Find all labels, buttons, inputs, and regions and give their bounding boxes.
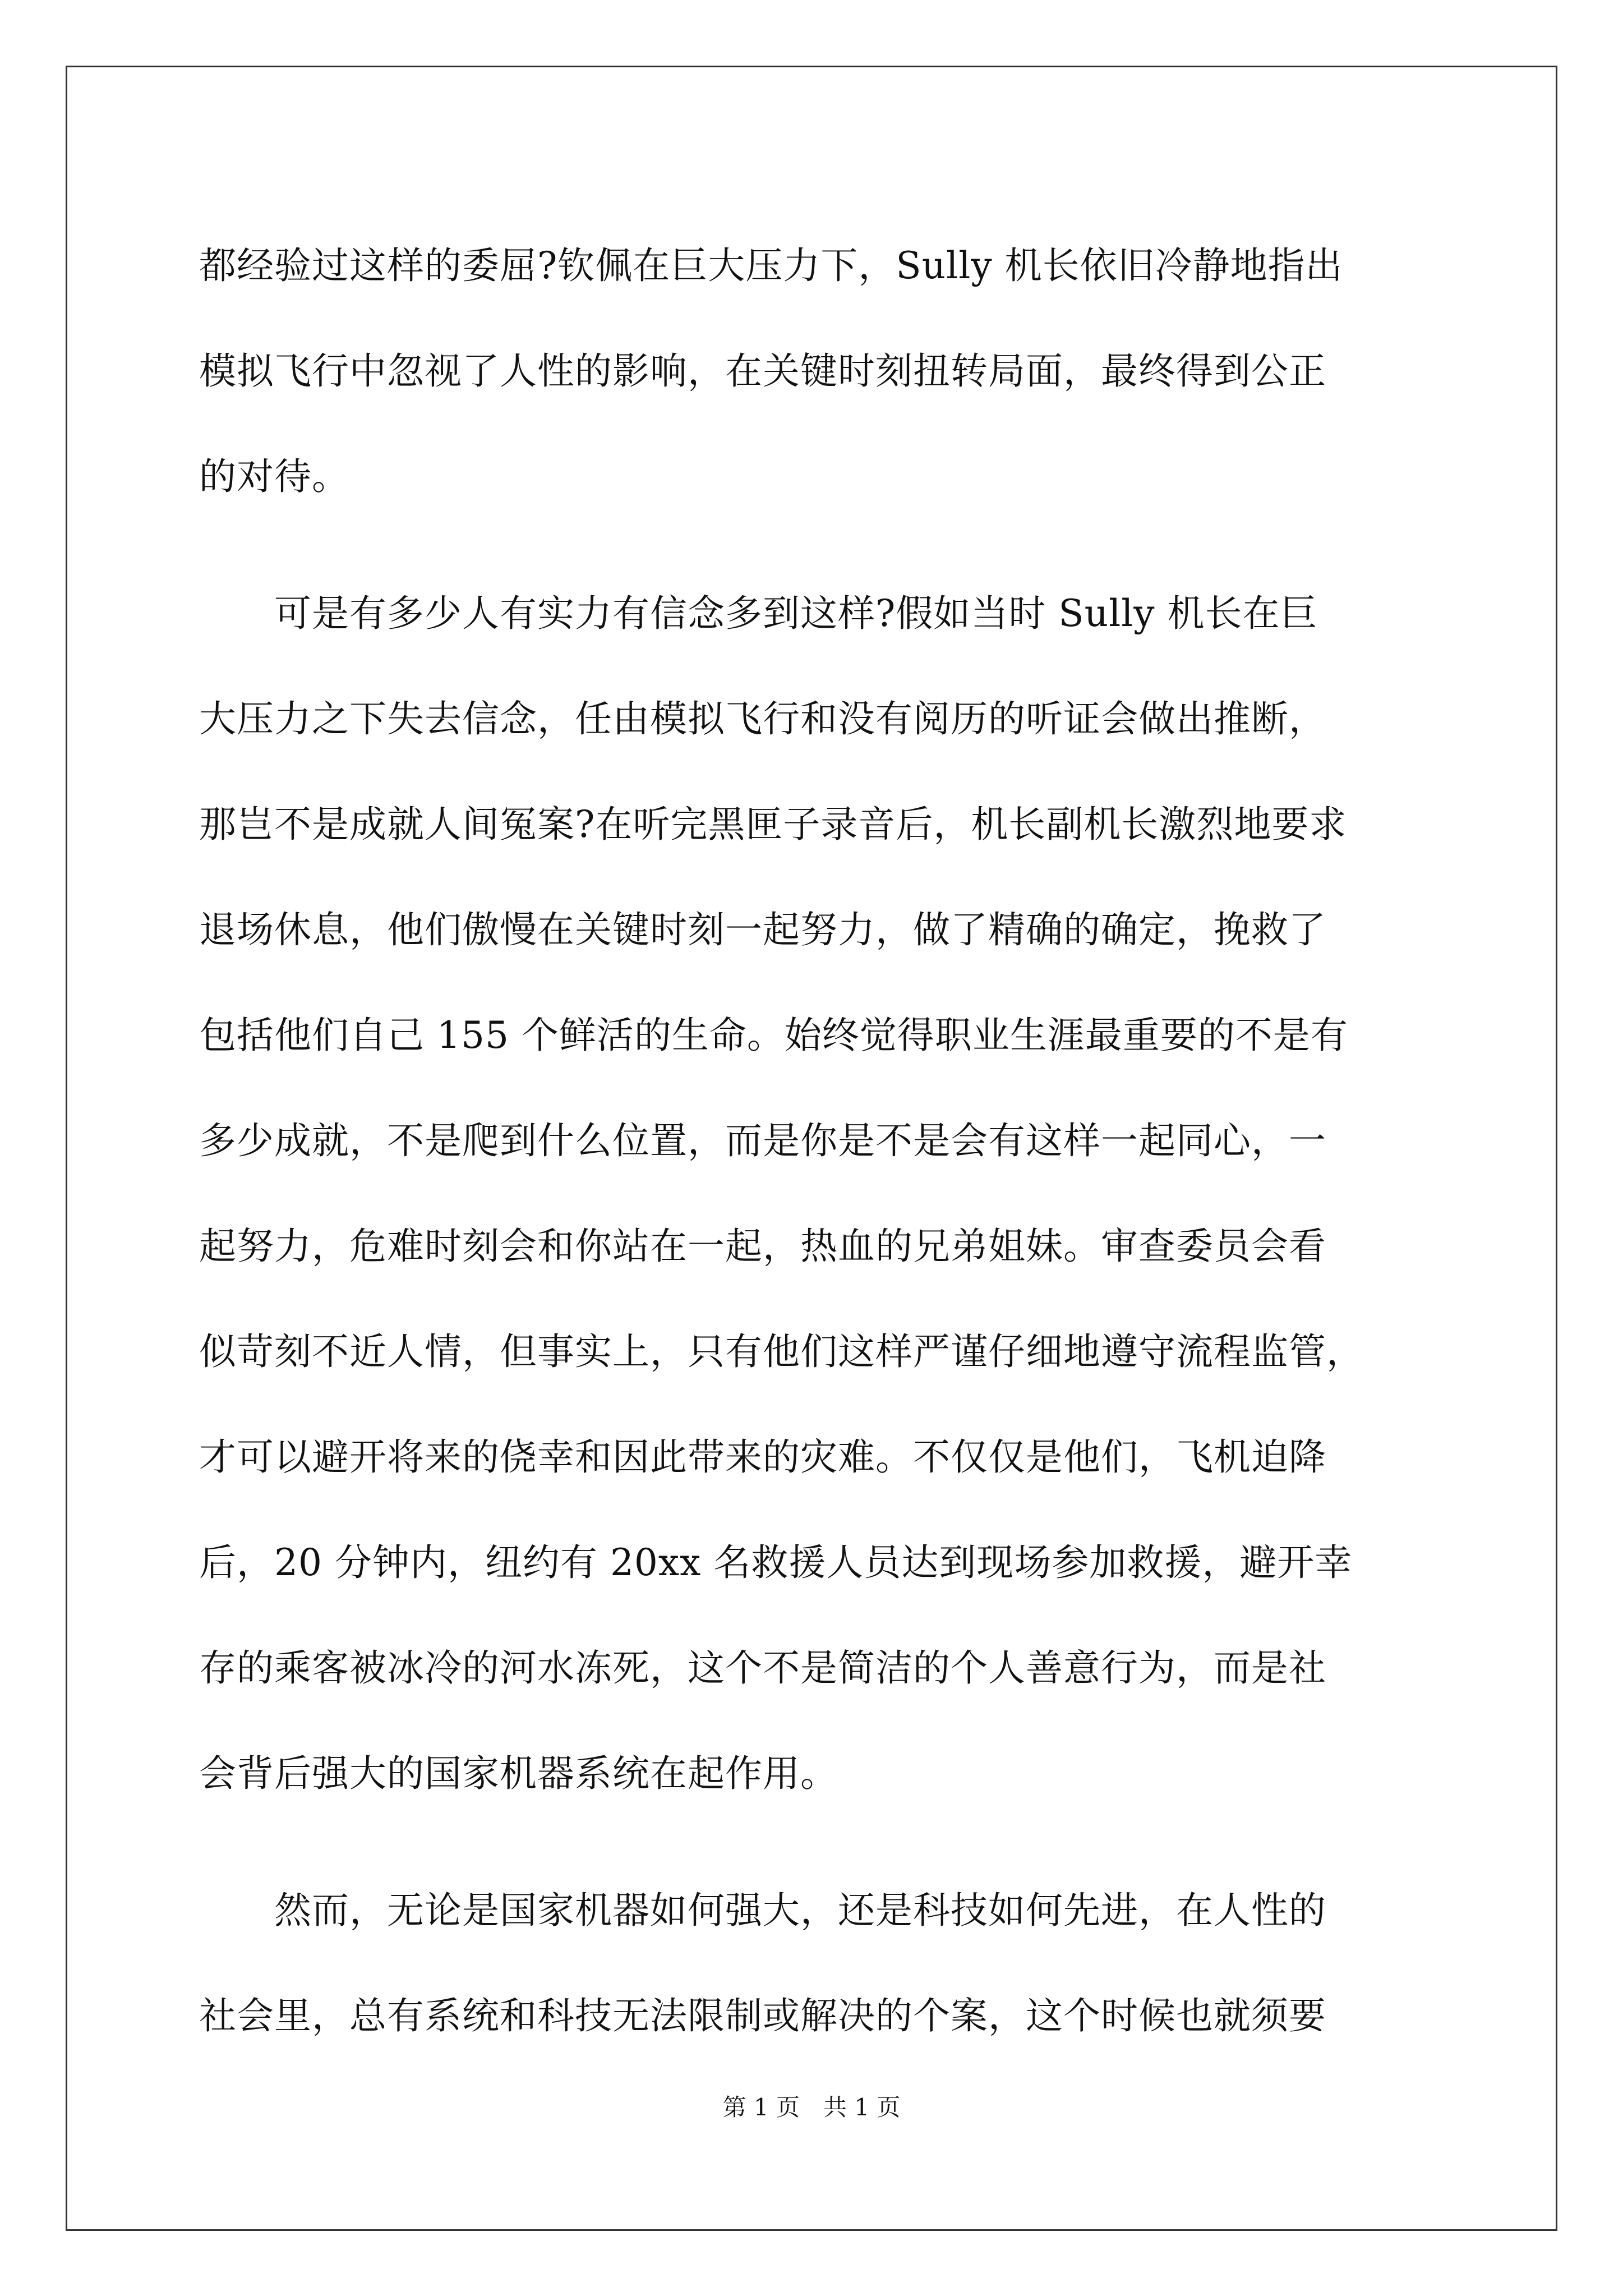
text-line: 的对待。 [199,455,349,498]
text-line: 后，20 分钟内，纽约有 20xx 名救援人员达到现场参加救援，避开幸 [199,1541,1353,1584]
text-line: 退场休息，他们傲慢在关键时刻一起努力，做了精确的确定，挽救了 [199,908,1326,951]
text-line: 多少成就，不是爬到什么位置，而是你是不是会有这样一起同心，一 [199,1119,1326,1162]
text-line: 似苛刻不近人情，但事实上，只有他们这样严谨仔细地遵守流程监管， [199,1330,1364,1373]
page-footer: 第 1 页 共 1 页 [722,2093,901,2121]
text-line: 然而，无论是国家机器如何强大，还是科技如何先进，在人性的 [199,1889,1326,1932]
paragraph-gap [199,530,1438,561]
text-line: 才可以避开将来的侥幸和因此带来的灾难。不仅仅是他们，飞机迫降 [199,1435,1326,1479]
text-line: 大压力之下失去信念，任由模拟飞行和没有阅历的听证会做出推断， [199,697,1326,740]
text-line: 可是有多少人有实力有信念多到这样?假如当时 Sully 机长在巨 [199,592,1318,635]
paragraph-3 [199,1858,1438,2069]
paragraph-gap [199,1826,1438,1858]
text-line: 都经验过这样的委屈?钦佩在巨大压力下，Sully 机长依旧冷静地指出 [199,244,1343,287]
paragraph-1 [199,213,1438,530]
document-body [199,213,1438,2069]
text-line: 包括他们自己 155 个鲜活的生命。始终觉得职业生涯最重要的不是有 [199,1014,1348,1057]
paragraph-2 [199,561,1438,1826]
text-line: 起努力，危难时刻会和你站在一起，热血的兄弟姐妹。审查委员会看 [199,1225,1326,1268]
text-line: 模拟飞行中忽视了人性的影响，在关键时刻扭转局面，最终得到公正 [199,349,1326,393]
text-line: 那岂不是成就人间冤案?在听完黑匣子录音后，机长副机长激烈地要求 [199,803,1347,846]
text-line: 会背后强大的国家机器系统在起作用。 [199,1752,838,1795]
text-line: 存的乘客被冰冷的河水冻死，这个不是简洁的个人善意行为，而是社 [199,1646,1326,1690]
text-line: 社会里，总有系统和科技无法限制或解决的个案，这个时候也就须要 [199,1994,1326,2037]
